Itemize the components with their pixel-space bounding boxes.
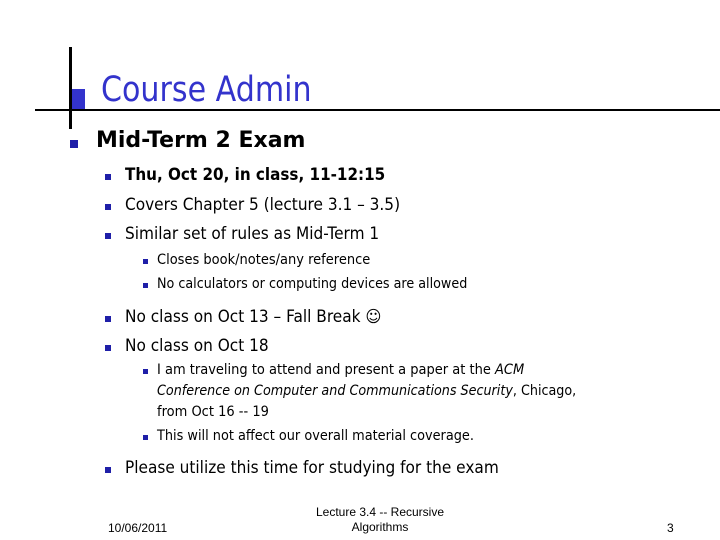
sub-sub-bullet-text: Closes book/notes/any reference <box>157 252 371 268</box>
sub-bullet-item <box>125 335 279 357</box>
sub-bullet-text: Please utilize this time for studying for the exam <box>125 458 499 477</box>
bullet-square-icon <box>105 174 111 180</box>
sub-sub-bullet-line <box>157 381 576 402</box>
sub-sub-bullet-text: No calculators or computing devices are allowed <box>157 276 468 292</box>
sub-sub-bullet-item <box>157 274 498 295</box>
footer-title-line: Algorithms <box>351 520 409 534</box>
sub-bullet-item <box>125 194 421 216</box>
sub-sub-bullet-line <box>157 360 524 381</box>
sub-sub-bullet-continuation <box>157 402 277 423</box>
bullet-square-icon <box>105 316 111 322</box>
sub-bullet-text: Similar set of rules as Mid-Term 1 <box>125 224 380 243</box>
sub-sub-bullet-text: This will not affect our overall material coverage. <box>157 428 474 444</box>
sub-sub-bullet-text: from Oct 16 -- 19 <box>157 404 269 420</box>
bullet-square-icon <box>143 283 148 288</box>
sub-bullet-item <box>125 164 408 186</box>
footer-date: 10/06/2011 <box>108 521 168 535</box>
title-vertical-rule <box>69 47 72 129</box>
slide-title: Course Admin <box>101 70 312 110</box>
bullet-square-icon <box>105 345 111 351</box>
footer-page-number: 3 <box>667 521 674 535</box>
sub-sub-bullet-item <box>157 250 386 271</box>
venue-name: Conference on Computer and Communications Security <box>157 383 513 399</box>
venue-acronym: ACM <box>495 362 525 378</box>
bullet-square-icon <box>105 467 111 473</box>
sub-bullet-item <box>125 223 398 245</box>
sub-bullet-item <box>125 306 401 328</box>
sub-bullet-text: No class on Oct 18 <box>125 336 269 355</box>
sub-bullet-text: Covers Chapter 5 (lecture 3.1 – 3.5) <box>125 195 401 214</box>
sub-sub-bullet-item <box>157 360 552 381</box>
bullet-square-icon <box>105 233 111 239</box>
bullet-square-icon <box>143 259 148 264</box>
venue-city: , Chicago, <box>512 383 577 399</box>
bullet-square-icon <box>143 435 148 440</box>
sub-bullet-text: Thu, Oct 20, in class, 11-12:15 <box>125 165 386 184</box>
footer-title <box>300 505 460 535</box>
bullet-square-icon <box>70 140 78 148</box>
sub-bullet-text: No class on Oct 13 – Fall Break ☺ <box>125 307 382 326</box>
sub-sub-bullet-text: I am traveling to attend and present a paper at the <box>157 362 491 378</box>
footer-title-line: Lecture 3.4 -- Recursive <box>315 505 445 519</box>
bullet-square-icon <box>105 204 111 210</box>
bullet-square-icon <box>143 369 148 374</box>
sub-sub-bullet-item <box>157 426 501 447</box>
title-accent-block <box>72 89 85 109</box>
sub-sub-bullet-continuation <box>157 381 618 402</box>
sub-bullet-item <box>125 457 527 479</box>
bullet-item: Mid-Term 2 Exam <box>96 128 306 153</box>
